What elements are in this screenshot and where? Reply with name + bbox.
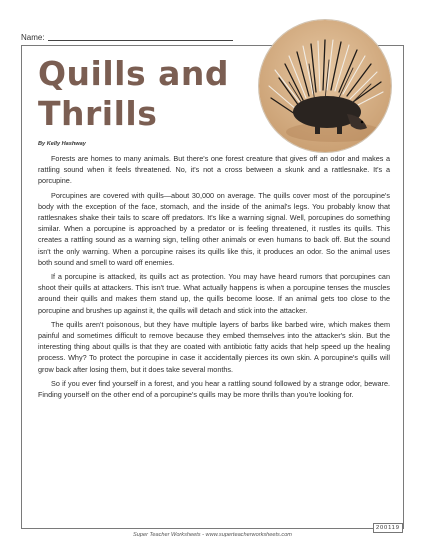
name-field — [21, 33, 233, 42]
porcupine-icon — [259, 20, 391, 152]
paragraph: The quills aren't poisonous, but they have multiple layers of barbs like barbed wire, which makes them painful and sometimes difficult to remove because they embed themselves into the attacker's skin. But the interesting thing about quills is that they are coated with antibiotic fatty acids that help speed up the healing process. Why? To protect the porcupine in case it accidentally pierces its own skin. A porcupine's quills will grow back after losing them, but it does take several months. — [38, 319, 390, 374]
page-title — [38, 54, 229, 134]
author-byline: By Kelly Hashway — [38, 141, 86, 147]
porcupine-photo — [259, 20, 391, 152]
paragraph: So if you ever find yourself in a forest, and you hear a rattling sound followed by a strange odor, beware. Finding yourself on the other end of a porcupine's quills may be more thrills than you're looking for. — [38, 378, 390, 400]
title-line-1: Quills and — [38, 54, 229, 93]
paragraph: Porcupines are covered with quills—about 30,000 on average. The quills cover most of the porcupine's body with the exception of the face, stomach, and the inside of the animal's legs. You probably know that rattlesnakes shake their tails to scare off predators. It's like a warning signal. Well, porcupines do something similar. When a porcupine is approached by a predator or is feeling threatened, it rustles its quills. This creates a rattling sound as a warning sign, telling other animals or even humans to back off. But the sound isn't the only warning. When a porcupine raises its quills like this, it produces an odor. So the animal uses both sound and smell to ward off enemies. — [38, 190, 390, 267]
story-text — [38, 153, 390, 403]
title-line-2: Thrills — [38, 94, 158, 133]
name-label: Name: — [21, 33, 45, 42]
paragraph: Forests are homes to many animals. But there's one forest creature that gives off an odor and makes a rattling sound when it feels threatened. No, it's not a cross between a skunk and a rattlesnake. It's a porcupine. — [38, 154, 390, 186]
paragraph: If a porcupine is attacked, its quills act as protection. You may have heard rumors that porcupines can shoot their quills at attackers. This isn't true. What actually happens is when a porcupine tenses the muscles around their quills and makes them stand up, the quills become loose. If an animal gets too close to the porcupine and brushes up against it, the quills will detach and stick into the attacker. — [38, 272, 390, 315]
worksheet-code: 200119 — [373, 523, 403, 533]
footer-credit: Super Teacher Worksheets - www.superteacherworksheets.com — [133, 532, 292, 538]
name-blank-line — [48, 40, 233, 41]
